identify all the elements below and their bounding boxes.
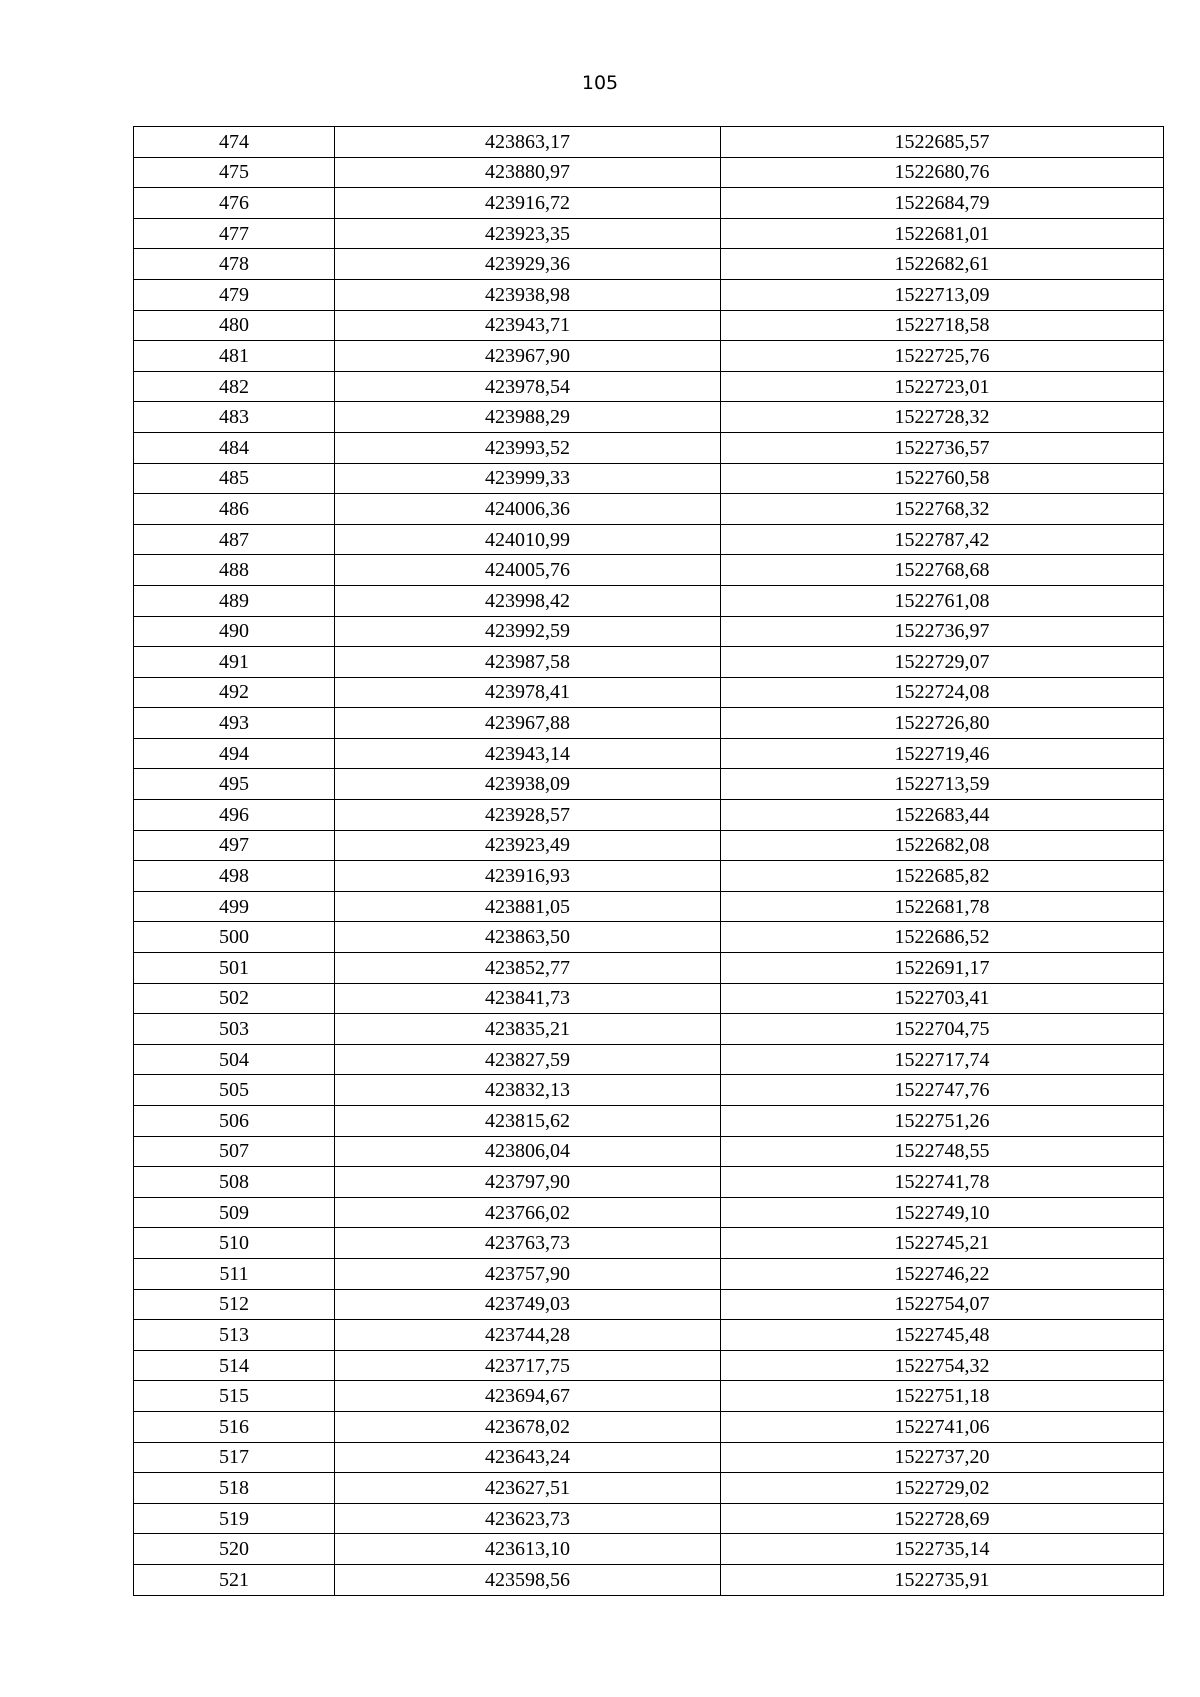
table-row [134,494,1164,525]
x-coordinate-cell: 423832,13 [335,1075,721,1106]
y-coordinate-cell: 1522681,01 [721,218,1164,249]
point-number-cell: 482 [134,371,335,402]
page-number: 105 [581,72,619,94]
point-number-cell: 476 [134,188,335,219]
point-number-cell: 504 [134,1044,335,1075]
point-number-cell: 499 [134,891,335,922]
coordinates-table [133,126,1164,1596]
x-coordinate-cell: 423806,04 [335,1136,721,1167]
table-row [134,188,1164,219]
table-row [134,555,1164,586]
y-coordinate-cell: 1522717,74 [721,1044,1164,1075]
table-row [134,585,1164,616]
x-coordinate-cell: 423999,33 [335,463,721,494]
point-number-cell: 518 [134,1473,335,1504]
x-coordinate-cell: 423881,05 [335,891,721,922]
x-coordinate-cell: 423694,67 [335,1381,721,1412]
coordinates-table-body [134,127,1164,1596]
y-coordinate-cell: 1522749,10 [721,1197,1164,1228]
x-coordinate-cell: 423678,02 [335,1411,721,1442]
x-coordinate-cell: 423863,50 [335,922,721,953]
table-row [134,341,1164,372]
y-coordinate-cell: 1522745,21 [721,1228,1164,1259]
table-row [134,1228,1164,1259]
point-number-cell: 507 [134,1136,335,1167]
point-number-cell: 493 [134,708,335,739]
table-row [134,1320,1164,1351]
x-coordinate-cell: 423938,09 [335,769,721,800]
x-coordinate-cell: 423643,24 [335,1442,721,1473]
point-number-cell: 491 [134,647,335,678]
x-coordinate-cell: 423929,36 [335,249,721,280]
table-row [134,891,1164,922]
table-row [134,1411,1164,1442]
x-coordinate-cell: 423841,73 [335,983,721,1014]
point-number-cell: 498 [134,861,335,892]
table-row [134,402,1164,433]
point-number-cell: 519 [134,1503,335,1534]
table-row [134,983,1164,1014]
table-row [134,1014,1164,1045]
table-row [134,800,1164,831]
x-coordinate-cell: 423923,35 [335,218,721,249]
table-row [134,1075,1164,1106]
point-number-cell: 486 [134,494,335,525]
point-number-cell: 502 [134,983,335,1014]
point-number-cell: 495 [134,769,335,800]
point-number-cell: 481 [134,341,335,372]
table-row [134,218,1164,249]
point-number-cell: 485 [134,463,335,494]
table-row [134,524,1164,555]
y-coordinate-cell: 1522736,97 [721,616,1164,647]
point-number-cell: 475 [134,157,335,188]
y-coordinate-cell: 1522751,26 [721,1106,1164,1137]
table-row [134,463,1164,494]
y-coordinate-cell: 1522729,07 [721,647,1164,678]
x-coordinate-cell: 423623,73 [335,1503,721,1534]
point-number-cell: 497 [134,830,335,861]
y-coordinate-cell: 1522724,08 [721,677,1164,708]
x-coordinate-cell: 423766,02 [335,1197,721,1228]
table-row [134,830,1164,861]
x-coordinate-cell: 423757,90 [335,1258,721,1289]
table-row [134,769,1164,800]
y-coordinate-cell: 1522761,08 [721,585,1164,616]
y-coordinate-cell: 1522748,55 [721,1136,1164,1167]
point-number-cell: 478 [134,249,335,280]
table-row [134,677,1164,708]
y-coordinate-cell: 1522685,57 [721,127,1164,158]
table-row [134,1564,1164,1595]
table-row [134,861,1164,892]
point-number-cell: 487 [134,524,335,555]
y-coordinate-cell: 1522736,57 [721,432,1164,463]
table-row [134,1473,1164,1504]
x-coordinate-cell: 423627,51 [335,1473,721,1504]
x-coordinate-cell: 423815,62 [335,1106,721,1137]
y-coordinate-cell: 1522686,52 [721,922,1164,953]
y-coordinate-cell: 1522725,76 [721,341,1164,372]
point-number-cell: 505 [134,1075,335,1106]
x-coordinate-cell: 423938,98 [335,279,721,310]
x-coordinate-cell: 423763,73 [335,1228,721,1259]
table-row [134,1136,1164,1167]
x-coordinate-cell: 423987,58 [335,647,721,678]
table-row [134,1350,1164,1381]
table-row [134,1167,1164,1198]
table-row [134,310,1164,341]
y-coordinate-cell: 1522728,32 [721,402,1164,433]
y-coordinate-cell: 1522681,78 [721,891,1164,922]
y-coordinate-cell: 1522745,48 [721,1320,1164,1351]
y-coordinate-cell: 1522719,46 [721,738,1164,769]
point-number-cell: 488 [134,555,335,586]
point-number-cell: 516 [134,1411,335,1442]
y-coordinate-cell: 1522684,79 [721,188,1164,219]
x-coordinate-cell: 423923,49 [335,830,721,861]
table-row [134,432,1164,463]
x-coordinate-cell: 423797,90 [335,1167,721,1198]
x-coordinate-cell: 423749,03 [335,1289,721,1320]
y-coordinate-cell: 1522691,17 [721,953,1164,984]
x-coordinate-cell: 424005,76 [335,555,721,586]
x-coordinate-cell: 423598,56 [335,1564,721,1595]
y-coordinate-cell: 1522768,68 [721,555,1164,586]
table-row [134,1381,1164,1412]
y-coordinate-cell: 1522754,07 [721,1289,1164,1320]
table-row [134,1289,1164,1320]
y-coordinate-cell: 1522747,76 [721,1075,1164,1106]
table-row [134,616,1164,647]
point-number-cell: 494 [134,738,335,769]
y-coordinate-cell: 1522741,78 [721,1167,1164,1198]
y-coordinate-cell: 1522718,58 [721,310,1164,341]
point-number-cell: 492 [134,677,335,708]
point-number-cell: 513 [134,1320,335,1351]
x-coordinate-cell: 423928,57 [335,800,721,831]
y-coordinate-cell: 1522751,18 [721,1381,1164,1412]
y-coordinate-cell: 1522682,08 [721,830,1164,861]
point-number-cell: 506 [134,1106,335,1137]
y-coordinate-cell: 1522746,22 [721,1258,1164,1289]
point-number-cell: 474 [134,127,335,158]
table-row [134,157,1164,188]
point-number-cell: 509 [134,1197,335,1228]
y-coordinate-cell: 1522703,41 [721,983,1164,1014]
y-coordinate-cell: 1522680,76 [721,157,1164,188]
table-row [134,1534,1164,1565]
point-number-cell: 512 [134,1289,335,1320]
point-number-cell: 521 [134,1564,335,1595]
table-row [134,279,1164,310]
table-row [134,127,1164,158]
table-row [134,1106,1164,1137]
x-coordinate-cell: 423992,59 [335,616,721,647]
y-coordinate-cell: 1522726,80 [721,708,1164,739]
y-coordinate-cell: 1522768,32 [721,494,1164,525]
table-row [134,708,1164,739]
y-coordinate-cell: 1522704,75 [721,1014,1164,1045]
point-number-cell: 514 [134,1350,335,1381]
y-coordinate-cell: 1522754,32 [721,1350,1164,1381]
x-coordinate-cell: 423943,71 [335,310,721,341]
y-coordinate-cell: 1522682,61 [721,249,1164,280]
y-coordinate-cell: 1522713,59 [721,769,1164,800]
table-row [134,922,1164,953]
x-coordinate-cell: 423863,17 [335,127,721,158]
point-number-cell: 508 [134,1167,335,1198]
x-coordinate-cell: 423916,72 [335,188,721,219]
y-coordinate-cell: 1522735,14 [721,1534,1164,1565]
y-coordinate-cell: 1522729,02 [721,1473,1164,1504]
x-coordinate-cell: 423967,90 [335,341,721,372]
x-coordinate-cell: 424010,99 [335,524,721,555]
x-coordinate-cell: 423835,21 [335,1014,721,1045]
table-row [134,1258,1164,1289]
y-coordinate-cell: 1522713,09 [721,279,1164,310]
point-number-cell: 501 [134,953,335,984]
y-coordinate-cell: 1522760,58 [721,463,1164,494]
point-number-cell: 515 [134,1381,335,1412]
table-row [134,1442,1164,1473]
x-coordinate-cell: 423744,28 [335,1320,721,1351]
point-number-cell: 477 [134,218,335,249]
point-number-cell: 511 [134,1258,335,1289]
y-coordinate-cell: 1522737,20 [721,1442,1164,1473]
table-row [134,953,1164,984]
x-coordinate-cell: 423943,14 [335,738,721,769]
point-number-cell: 479 [134,279,335,310]
x-coordinate-cell: 423978,41 [335,677,721,708]
point-number-cell: 496 [134,800,335,831]
table-row [134,1044,1164,1075]
x-coordinate-cell: 423880,97 [335,157,721,188]
x-coordinate-cell: 423978,54 [335,371,721,402]
table-row [134,249,1164,280]
x-coordinate-cell: 423998,42 [335,585,721,616]
y-coordinate-cell: 1522723,01 [721,371,1164,402]
table-row [134,1503,1164,1534]
x-coordinate-cell: 423613,10 [335,1534,721,1565]
x-coordinate-cell: 423852,77 [335,953,721,984]
point-number-cell: 480 [134,310,335,341]
table-row [134,371,1164,402]
y-coordinate-cell: 1522735,91 [721,1564,1164,1595]
y-coordinate-cell: 1522685,82 [721,861,1164,892]
x-coordinate-cell: 423717,75 [335,1350,721,1381]
point-number-cell: 489 [134,585,335,616]
table-row [134,738,1164,769]
y-coordinate-cell: 1522728,69 [721,1503,1164,1534]
x-coordinate-cell: 423988,29 [335,402,721,433]
point-number-cell: 520 [134,1534,335,1565]
point-number-cell: 503 [134,1014,335,1045]
x-coordinate-cell: 423827,59 [335,1044,721,1075]
x-coordinate-cell: 423967,88 [335,708,721,739]
point-number-cell: 500 [134,922,335,953]
x-coordinate-cell: 423993,52 [335,432,721,463]
y-coordinate-cell: 1522741,06 [721,1411,1164,1442]
point-number-cell: 517 [134,1442,335,1473]
table-row [134,1197,1164,1228]
point-number-cell: 510 [134,1228,335,1259]
table-row [134,647,1164,678]
y-coordinate-cell: 1522787,42 [721,524,1164,555]
point-number-cell: 483 [134,402,335,433]
x-coordinate-cell: 423916,93 [335,861,721,892]
point-number-cell: 484 [134,432,335,463]
y-coordinate-cell: 1522683,44 [721,800,1164,831]
x-coordinate-cell: 424006,36 [335,494,721,525]
point-number-cell: 490 [134,616,335,647]
